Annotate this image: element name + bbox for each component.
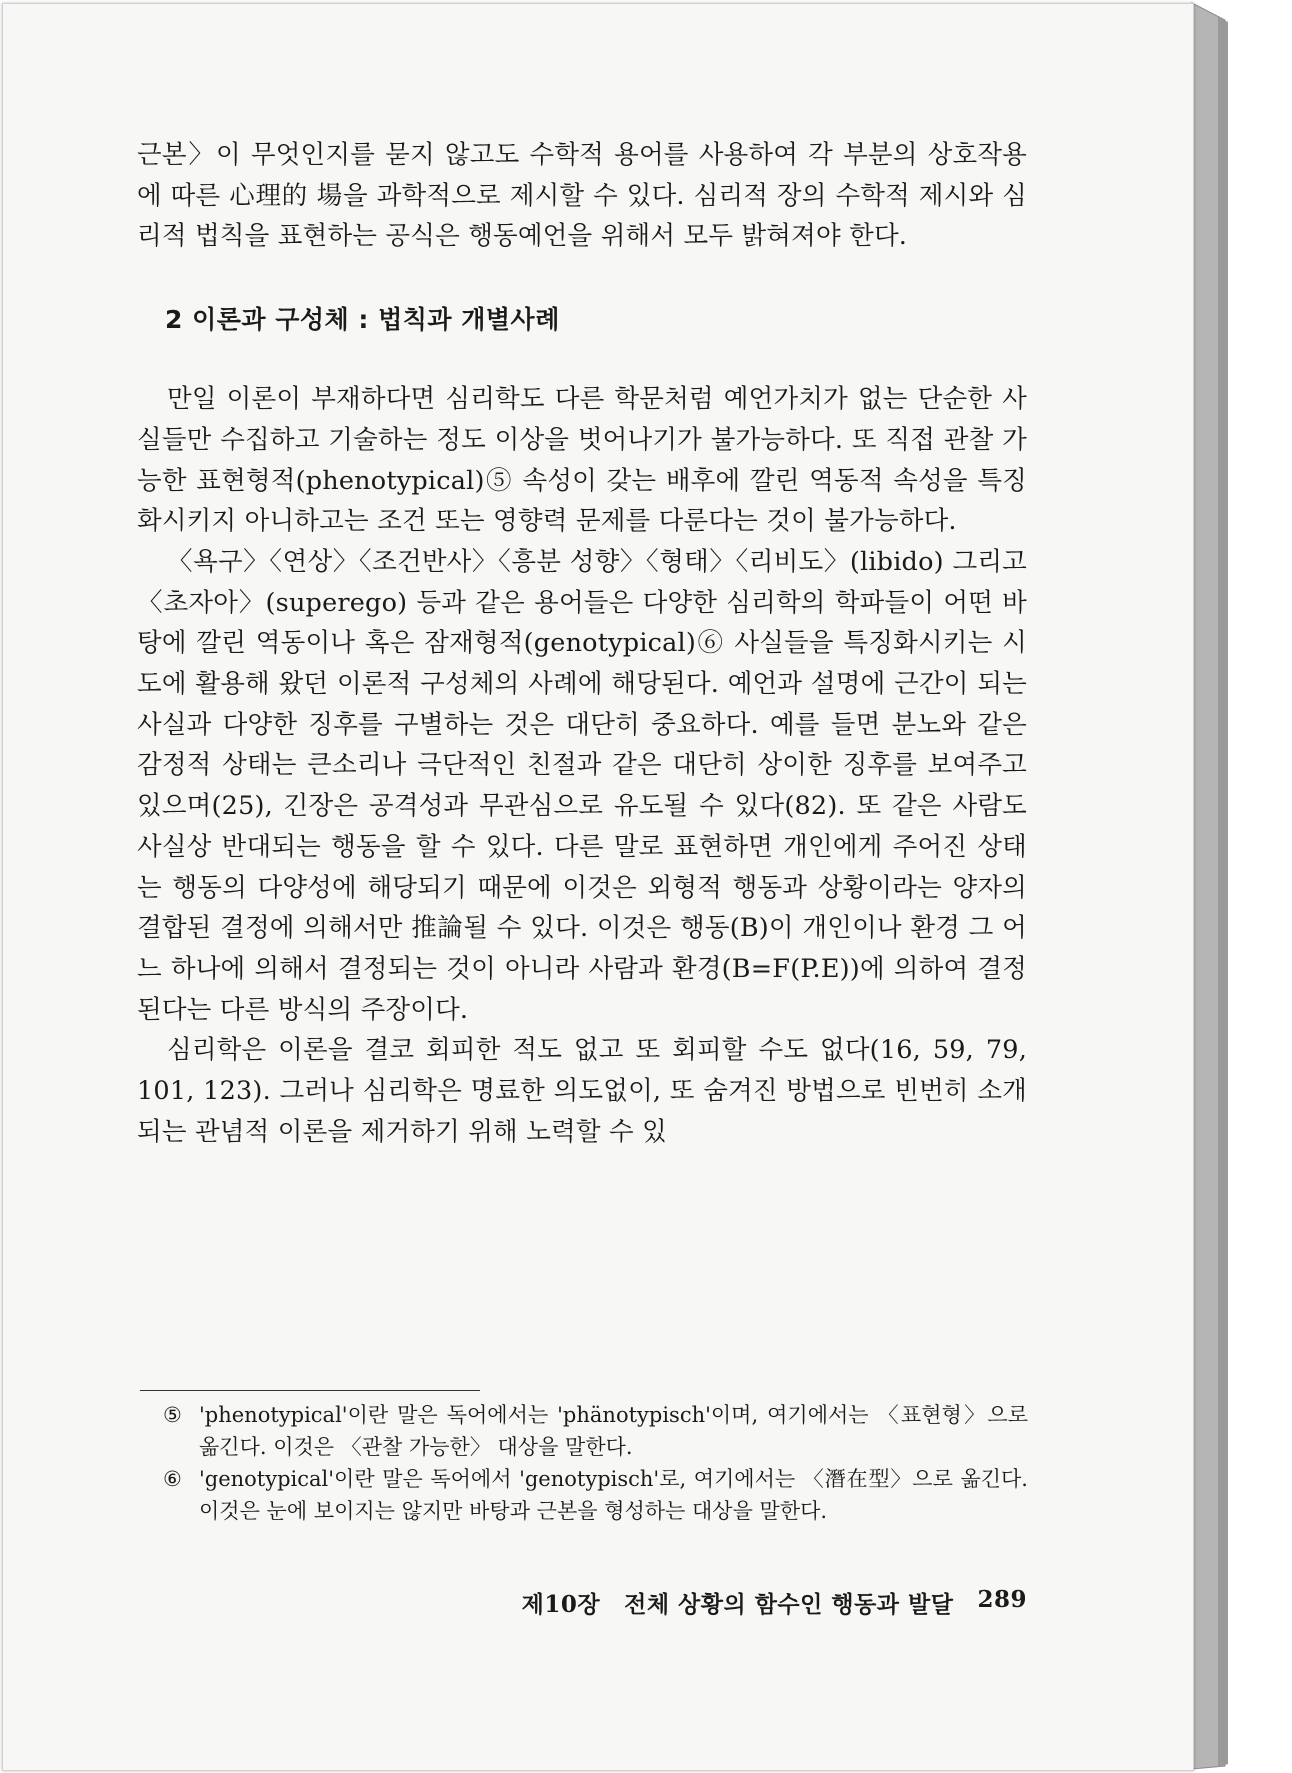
page-body <box>137 135 1027 1152</box>
paragraph: 심리학은 이론을 결코 회피한 적도 없고 또 회피할 수도 없다(16, 59, 79, 101, 123). 그러나 심리학은 명료한 의도없이, 또 숨겨진 방법으로 빈번히 소개되는 관념적 이론을 제거하기 위해 노력할 수 있 <box>137 1035 1027 1147</box>
footnote <box>163 1400 1028 1463</box>
running-footer <box>451 1586 1027 1619</box>
chapter-title: 전체 상황의 함수인 행동과 발달 <box>624 1591 954 1618</box>
footnote-text: 'phenotypical'이란 말은 독어에서는 'phänotypisch'이며, 여기에서는 〈표현형〉으로 옮긴다. 이것은 〈관찰 가능한〉 대상을 말한다. <box>199 1403 1028 1459</box>
paragraph: 근본〉이 무엇인지를 묻지 않고도 수학적 용어를 사용하여 각 부분의 상호작용에 따른 心理的 場을 과학적으로 제시할 수 있다. 심리적 장의 수학적 제시와 심리적 법칙을 표현하는 공식은 행동예언을 위해서 모두 밝혀져야 한다. <box>137 140 1027 252</box>
chapter-label: 제10장 <box>521 1591 601 1618</box>
page-number: 289 <box>977 1586 1027 1613</box>
footnotes <box>163 1400 1028 1528</box>
section-heading: 2 이론과 구성체 : 법칙과 개별사례 <box>165 305 560 335</box>
footnote-text: 'genotypical'이란 말은 독어에서 'genotypisch'로, 여기에서는 〈潛在型〉으로 옮긴다. 이것은 눈에 보이지는 않지만 바탕과 근본을 형성하는 대상을 말한다. <box>199 1467 1028 1523</box>
footnote-divider <box>140 1390 480 1391</box>
paragraph: 만일 이론이 부재하다면 심리학도 다른 학문처럼 예언가치가 없는 단순한 사실들만 수집하고 기술하는 정도 이상을 벗어나기가 불가능하다. 또 직접 관찰 가능한 표현형적(phenotypical)⑤ 속성이 갖는 배후에 깔린 역동적 속성을 특징화시키지 아니하고는 조건 또는 영향력 문제를 다룬다는 것이 불가능하다. <box>137 384 1027 537</box>
footnote-marker: ⑥ <box>163 1467 182 1491</box>
paragraph: 〈욕구〉〈연상〉〈조건반사〉〈흥분 성향〉〈형태〉〈리비도〉(libido) 그리고 〈초자아〉(superego) 등과 같은 용어들은 다양한 심리학의 학파들이 어떤 바탕에 깔린 역동이나 혹은 잠재형적(genotypical)⑥ 사실들을 특징화시키는 시도에 활용해 왔던 이론적 구성체의 사례에 해당된다. 예언과 설명에 근간이 되는 사실과 다양한 징후를 구별하는 것은 대단히 중요하다. 예를 들면 분노와 같은 감정적 상태는 큰소리나 극단적인 친절과 같은 대단히 상이한 징후를 보여주고 있으며(25), 긴장은 공격성과 무관심으로 유도될 수 있다(82). 또 같은 사람도 사실상 반대되는 행동을 할 수 있다. 다른 말로 표현하면 개인에게 주어진 상태는 행동의 다양성에 해당되기 때문에 이것은 외형적 행동과 상황이라는 양자의 결합된 결정에 의해서만 推論될 수 있다. 이것은 행동(B)이 개인이나 환경 그 어느 하나에 의해서 결정되는 것이 아니라 사람과 환경(B=F(P.E))에 의하여 결정된다는 다른 방식의 주장이다. <box>137 546 1027 1025</box>
footnote-marker: ⑤ <box>163 1403 182 1427</box>
footnote <box>163 1464 1028 1527</box>
